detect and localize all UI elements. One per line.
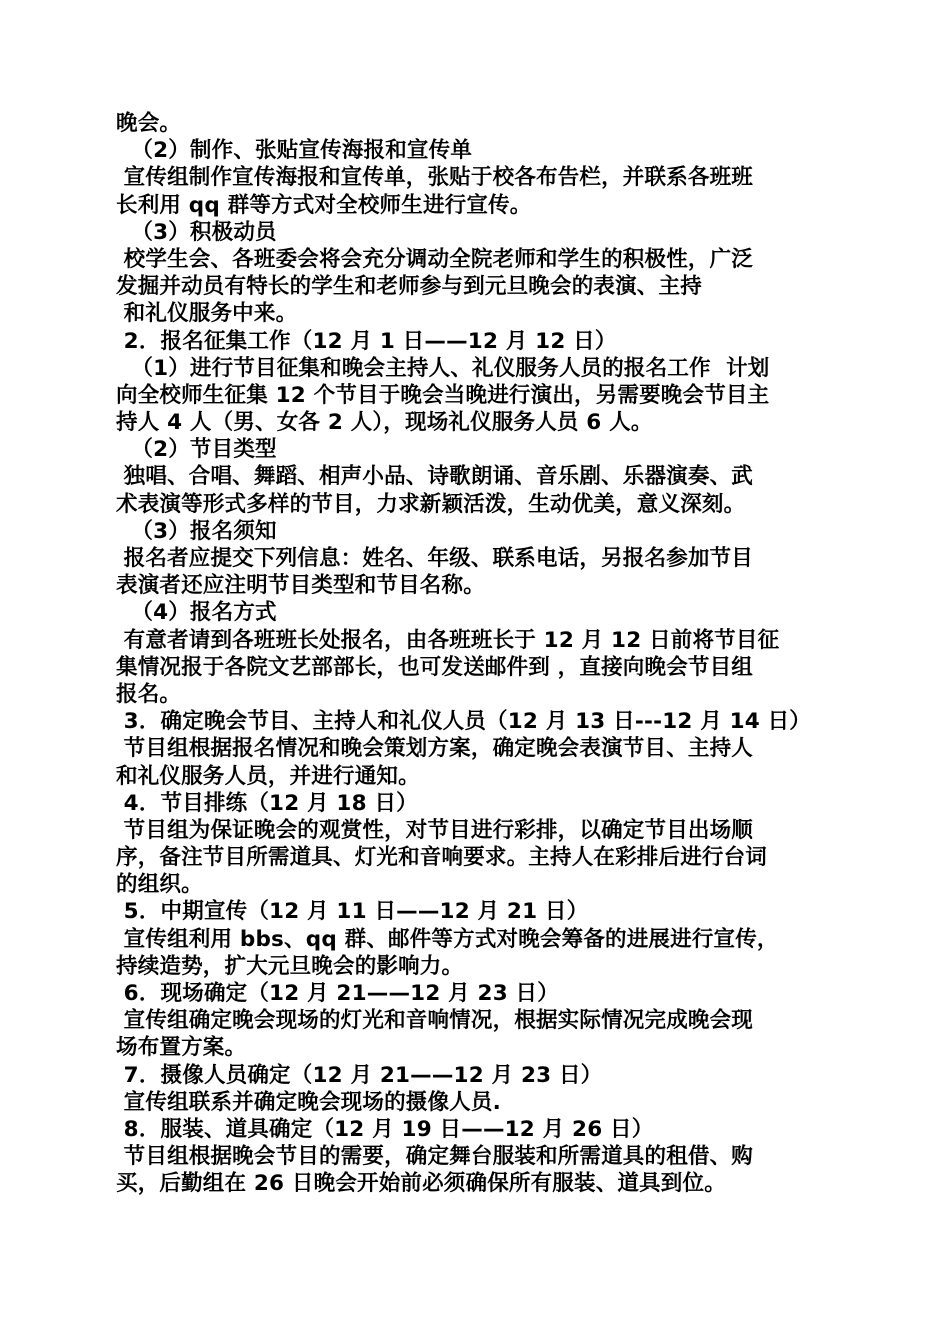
text-line: 宣传组联系并确定晚会现场的摄像人员.	[116, 1089, 501, 1115]
document-body	[116, 110, 836, 1198]
text-line: 发掘并动员有特长的学生和老师参与到元旦晚会的表演、主持	[116, 274, 702, 300]
text-line: （2）制作、张贴宣传海报和宣传单	[116, 138, 473, 164]
text-line: 向全校师生征集 12 个节目于晚会当晚进行演出，另需要晚会节目主	[116, 382, 770, 408]
text-line: 独唱、合唱、舞蹈、相声小品、诗歌朗诵、音乐剧、乐器演奏、武	[116, 464, 753, 490]
text-line: 3．确定晚会节目、主持人和礼仪人员（12 月 13 日---12 月 14 日）	[116, 709, 812, 735]
text-line: 2．报名征集工作（12 月 1 日——12 月 12 日）	[116, 328, 617, 354]
text-line: 买，后勤组在 26 日晚会开始前必须确保所有服装、道具到位。	[116, 1171, 726, 1197]
text-line: 的组织。	[116, 872, 203, 898]
text-line: 和礼仪服务人员，并进行通知。	[116, 763, 420, 789]
text-line: 宣传组确定晚会现场的灯光和音响情况，根据实际情况完成晚会现	[116, 1008, 753, 1034]
text-line: 序，备注节目所需道具、灯光和音响要求。主持人在彩排后进行台词	[116, 845, 768, 871]
text-line: 术表演等形式多样的节目，力求新颖活泼，生动优美，意义深刻。	[116, 491, 746, 517]
text-line: 4．节目排练（12 月 18 日）	[116, 790, 418, 816]
text-line: 持续造势，扩大元旦晚会的影响力。	[116, 953, 464, 979]
text-line: 表演者还应注明节目类型和节目名称。	[116, 573, 485, 599]
text-line: 5．中期宣传（12 月 11 日——12 月 21 日）	[116, 899, 589, 925]
text-line: 报名者应提交下列信息：姓名、年级、联系电话，另报名参加节目	[116, 546, 753, 571]
text-line: 6．现场确定（12 月 21——12 月 23 日）	[116, 981, 559, 1006]
text-line: 有意者请到各班班长处报名，由各班班长于 12 月 12 日前将节目征	[116, 627, 780, 653]
text-line: 报名。	[116, 681, 182, 707]
text-line: 节目组为保证晚会的观赏性，对节目进行彩排，以确定节目出场顺	[116, 817, 753, 843]
text-line: （3）积极动员	[116, 219, 277, 245]
text-line: 校学生会、各班委会将会充分调动全院老师和学生的积极性，广泛	[116, 246, 753, 272]
text-line: （2）节目类型	[116, 437, 277, 463]
text-line: （1）进行节目征集和晚会主持人、礼仪服务人员的报名工作 计划	[116, 355, 770, 381]
text-line: 宣传组制作宣传海报和宣传单，张贴于校各布告栏，并联系各班班	[116, 165, 753, 191]
text-line: 7．摄像人员确定（12 月 21——12 月 23 日）	[116, 1062, 603, 1088]
text-line: 8．服装、道具确定（12 月 19 日——12 月 26 日）	[116, 1116, 654, 1142]
text-line: 场布置方案。	[116, 1035, 247, 1061]
text-line: 长利用 qq 群等方式对全校师生进行宣传。	[116, 192, 532, 218]
text-line: 持人 4 人（男、女各 2 人），现场礼仪服务人员 6 人。	[116, 410, 653, 436]
text-line: 和礼仪服务中来。	[116, 301, 298, 327]
text-line: （4）报名方式	[116, 600, 277, 626]
text-line: 集情况报于各院文艺部部长，也可发送邮件到 ，直接向晚会节目组	[116, 654, 753, 680]
text-line: 宣传组利用 bbs、qq 群、邮件等方式对晚会筹备的进展进行宣传，	[116, 926, 779, 952]
text-line: 节目组根据报名情况和晚会策划方案，确定晚会表演节目、主持人	[116, 736, 753, 762]
text-line: 节目组根据晚会节目的需要，确定舞台服装和所需道具的租借、购	[116, 1144, 753, 1170]
text-line: （3）报名须知	[116, 518, 277, 544]
text-line: 晚会。	[116, 111, 182, 136]
